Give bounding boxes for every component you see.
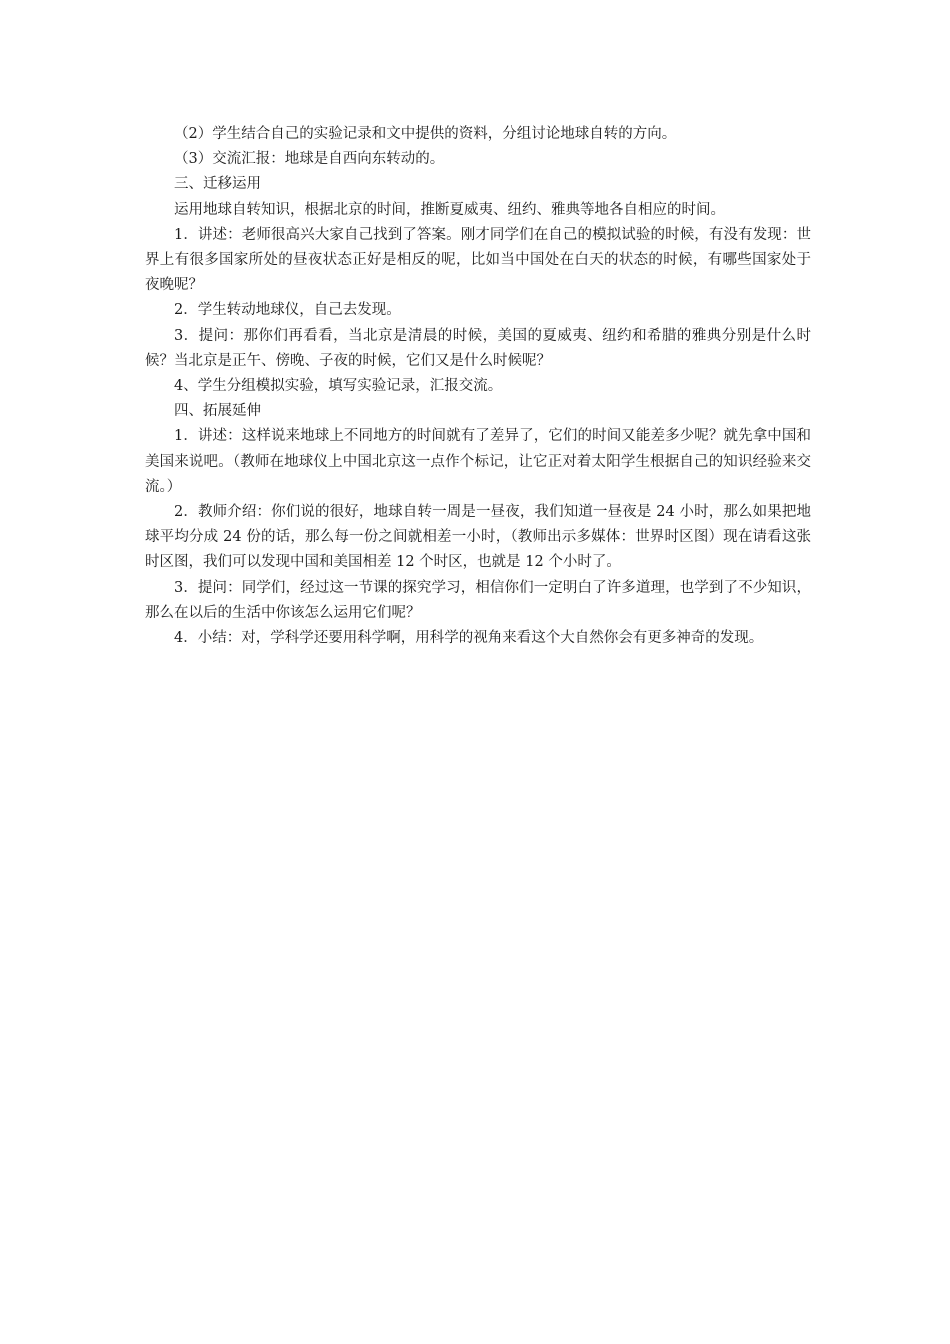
paragraph-application-3: 3．提问：那你们再看看，当北京是清晨的时候，美国的夏威夷、纽约和希腊的雅典分别是什么时候？当北京是正午、傍晚、子夜的时候，它们又是什么时候呢？ (145, 327, 811, 369)
document-body (145, 122, 811, 651)
paragraph-application-intro: 运用地球自转知识，根据北京的时间，推断夏威夷、纽约、雅典等地各自相应的时间。 (174, 201, 725, 218)
paragraph-report: （3）交流汇报：地球是自西向东转动的。 (174, 151, 445, 168)
paragraph-application-2: 2．学生转动地球仪，自己去发现。 (174, 302, 401, 319)
section-heading-application: 三、迁移运用 (174, 176, 261, 193)
paragraph-extension-3: 3．提问：同学们，经过这一节课的探究学习，相信你们一定明白了许多道理，也学到了不少知识，那么在以后的生活中你该怎么运用它们呢？ (145, 579, 811, 621)
paragraph-extension-1: 1．讲述：这样说来地球上不同地方的时间就有了差异了，它们的时间又能差多少呢？就先拿中国和美国来说吧。（教师在地球仪上中国北京这一点作个标记，让它正对着太阳学生根据自己的知识经验来交流。） (145, 428, 811, 495)
section-heading-extension: 四、拓展延伸 (174, 403, 261, 420)
paragraph-application-4: 4、学生分组模拟实验，填写实验记录，汇报交流。 (174, 378, 503, 395)
paragraph-extension-4: 4．小结：对，学科学还要用科学啊，用科学的视角来看这个大自然你会有更多神奇的发现。 (174, 630, 764, 647)
paragraph-extension-2: 2．教师介绍：你们说的很好，地球自转一周是一昼夜，我们知道一昼夜是 24 小时，那么如果把地球平均分成 24 份的话，那么每一份之间就相差一小时，（教师出示多媒体：世界时区图）现在请看这张时区图，我们可以发现中国和美国相差 12 个时区，也就是 12 个小时了。 (145, 504, 811, 571)
paragraph-application-1: 1．讲述：老师很高兴大家自己找到了答案。刚才同学们在自己的模拟试验的时候，有没有发现：世界上有很多国家所处的昼夜状态正好是相反的呢，比如当中国处在白天的状态的时候，有哪些国家处于夜晚呢？ (145, 226, 811, 294)
paragraph-group-discussion: （2）学生结合自己的实验记录和文中提供的资料，分组讨论地球自转的方向。 (174, 126, 677, 142)
